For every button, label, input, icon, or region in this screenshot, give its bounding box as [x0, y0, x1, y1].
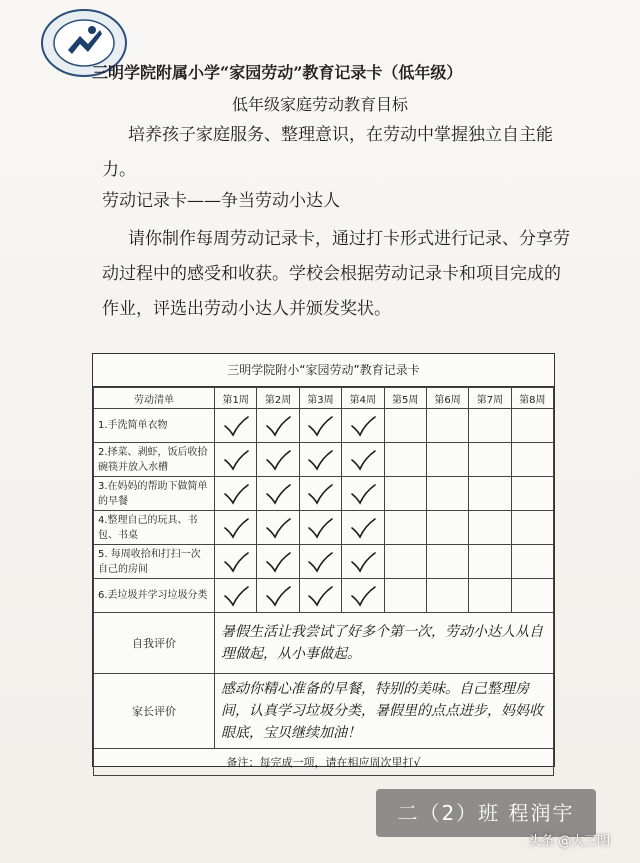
- empty-week-cell: [426, 511, 468, 545]
- empty-week-cell: [426, 409, 468, 443]
- section-heading: 劳动记录卡——争当劳动小达人: [102, 191, 340, 211]
- empty-week-cell: [426, 579, 468, 613]
- week-header: 第6周: [426, 388, 468, 409]
- check-mark-icon: [342, 579, 384, 613]
- check-mark-icon: [215, 477, 257, 511]
- card-note: 备注：每完成一项，请在相应周次里打√: [94, 749, 554, 776]
- empty-week-cell: [511, 579, 553, 613]
- check-mark-icon: [299, 545, 341, 579]
- check-mark-icon: [257, 409, 299, 443]
- record-card: [92, 353, 555, 767]
- week-header: 第3周: [299, 388, 341, 409]
- empty-week-cell: [426, 477, 468, 511]
- check-mark-icon: [215, 511, 257, 545]
- task-label: 3.在妈妈的帮助下做简单的早餐: [94, 477, 215, 511]
- task-row: [94, 409, 554, 443]
- page-title: 三明学院附属小学“家园劳动”教育记录卡（低年级）: [92, 63, 463, 82]
- empty-week-cell: [426, 443, 468, 477]
- task-label: 4.整理自己的玩具、书包、书桌: [94, 511, 215, 545]
- empty-week-cell: [469, 579, 511, 613]
- self-eval-text: 暑假生活让我尝试了好多个第一次，劳动小达人从自理做起，从小事做起。: [215, 613, 554, 674]
- check-mark-icon: [342, 545, 384, 579]
- task-row: [94, 545, 554, 579]
- task-label: 2.择菜、剥虾，饭后收拾碗筷并放入水槽: [94, 443, 215, 477]
- empty-week-cell: [469, 443, 511, 477]
- empty-week-cell: [384, 511, 426, 545]
- empty-week-cell: [511, 443, 553, 477]
- check-mark-icon: [257, 477, 299, 511]
- task-row: [94, 477, 554, 511]
- goal-paragraph: 培养孩子家庭服务、整理意识，在劳动中掌握独立自主能力。: [102, 125, 553, 180]
- empty-week-cell: [384, 579, 426, 613]
- empty-week-cell: [511, 409, 553, 443]
- empty-week-cell: [384, 477, 426, 511]
- source-credit: 头条 @大三明: [528, 834, 611, 849]
- header-row: [94, 388, 554, 409]
- check-mark-icon: [215, 409, 257, 443]
- check-mark-icon: [299, 409, 341, 443]
- empty-week-cell: [384, 443, 426, 477]
- task-row: [94, 579, 554, 613]
- self-eval-row: [94, 613, 554, 674]
- record-table: [93, 387, 554, 776]
- check-mark-icon: [215, 443, 257, 477]
- goal-heading: 低年级家庭劳动教育目标: [231, 95, 408, 114]
- empty-week-cell: [384, 409, 426, 443]
- empty-week-cell: [469, 511, 511, 545]
- check-mark-icon: [342, 443, 384, 477]
- task-label: 1.手洗简单衣物: [94, 409, 215, 443]
- task-label: 5. 每周收拾和打扫一次自己的房间: [94, 545, 215, 579]
- week-header: 第4周: [342, 388, 384, 409]
- check-mark-icon: [257, 579, 299, 613]
- week-header: 第7周: [469, 388, 511, 409]
- check-mark-icon: [299, 511, 341, 545]
- instructions-paragraph: 请你制作每周劳动记录卡，通过打卡形式进行记录、分享劳动过程中的感受和收获。学校会根据劳动记录卡和项目完成的作业，评选出劳动小达人并颁发奖状。: [102, 229, 570, 319]
- check-mark-icon: [342, 511, 384, 545]
- week-header: 第2周: [257, 388, 299, 409]
- empty-week-cell: [511, 511, 553, 545]
- week-header: 第1周: [215, 388, 257, 409]
- check-mark-icon: [342, 477, 384, 511]
- parent-eval-text: 感动你精心准备的早餐，特别的美味。自己整理房间，认真学习垃圾分类，暑假里的点点进步，妈妈收眼底，宝贝继续加油！: [215, 674, 554, 749]
- task-label: 6.丢垃圾并学习垃圾分类: [94, 579, 215, 613]
- week-header: 第5周: [384, 388, 426, 409]
- empty-week-cell: [426, 545, 468, 579]
- week-header: 第8周: [511, 388, 553, 409]
- self-eval-label: 自我评价: [94, 613, 215, 674]
- check-mark-icon: [215, 579, 257, 613]
- check-mark-icon: [257, 545, 299, 579]
- check-mark-icon: [342, 409, 384, 443]
- check-mark-icon: [257, 443, 299, 477]
- check-mark-icon: [299, 443, 341, 477]
- empty-week-cell: [469, 545, 511, 579]
- student-watermark: 二（2）班 程润宇: [376, 789, 596, 837]
- empty-week-cell: [469, 477, 511, 511]
- parent-eval-label: 家长评价: [94, 674, 215, 749]
- empty-week-cell: [469, 409, 511, 443]
- task-row: [94, 511, 554, 545]
- check-mark-icon: [299, 579, 341, 613]
- task-row: [94, 443, 554, 477]
- empty-week-cell: [511, 477, 553, 511]
- check-mark-icon: [257, 511, 299, 545]
- column-header-tasks: 劳动清单: [94, 388, 215, 409]
- parent-eval-row: [94, 674, 554, 749]
- empty-week-cell: [384, 545, 426, 579]
- card-title: 三明学院附小“家园劳动”教育记录卡: [93, 354, 554, 387]
- empty-week-cell: [511, 545, 553, 579]
- check-mark-icon: [299, 477, 341, 511]
- check-mark-icon: [215, 545, 257, 579]
- note-row: [94, 749, 554, 776]
